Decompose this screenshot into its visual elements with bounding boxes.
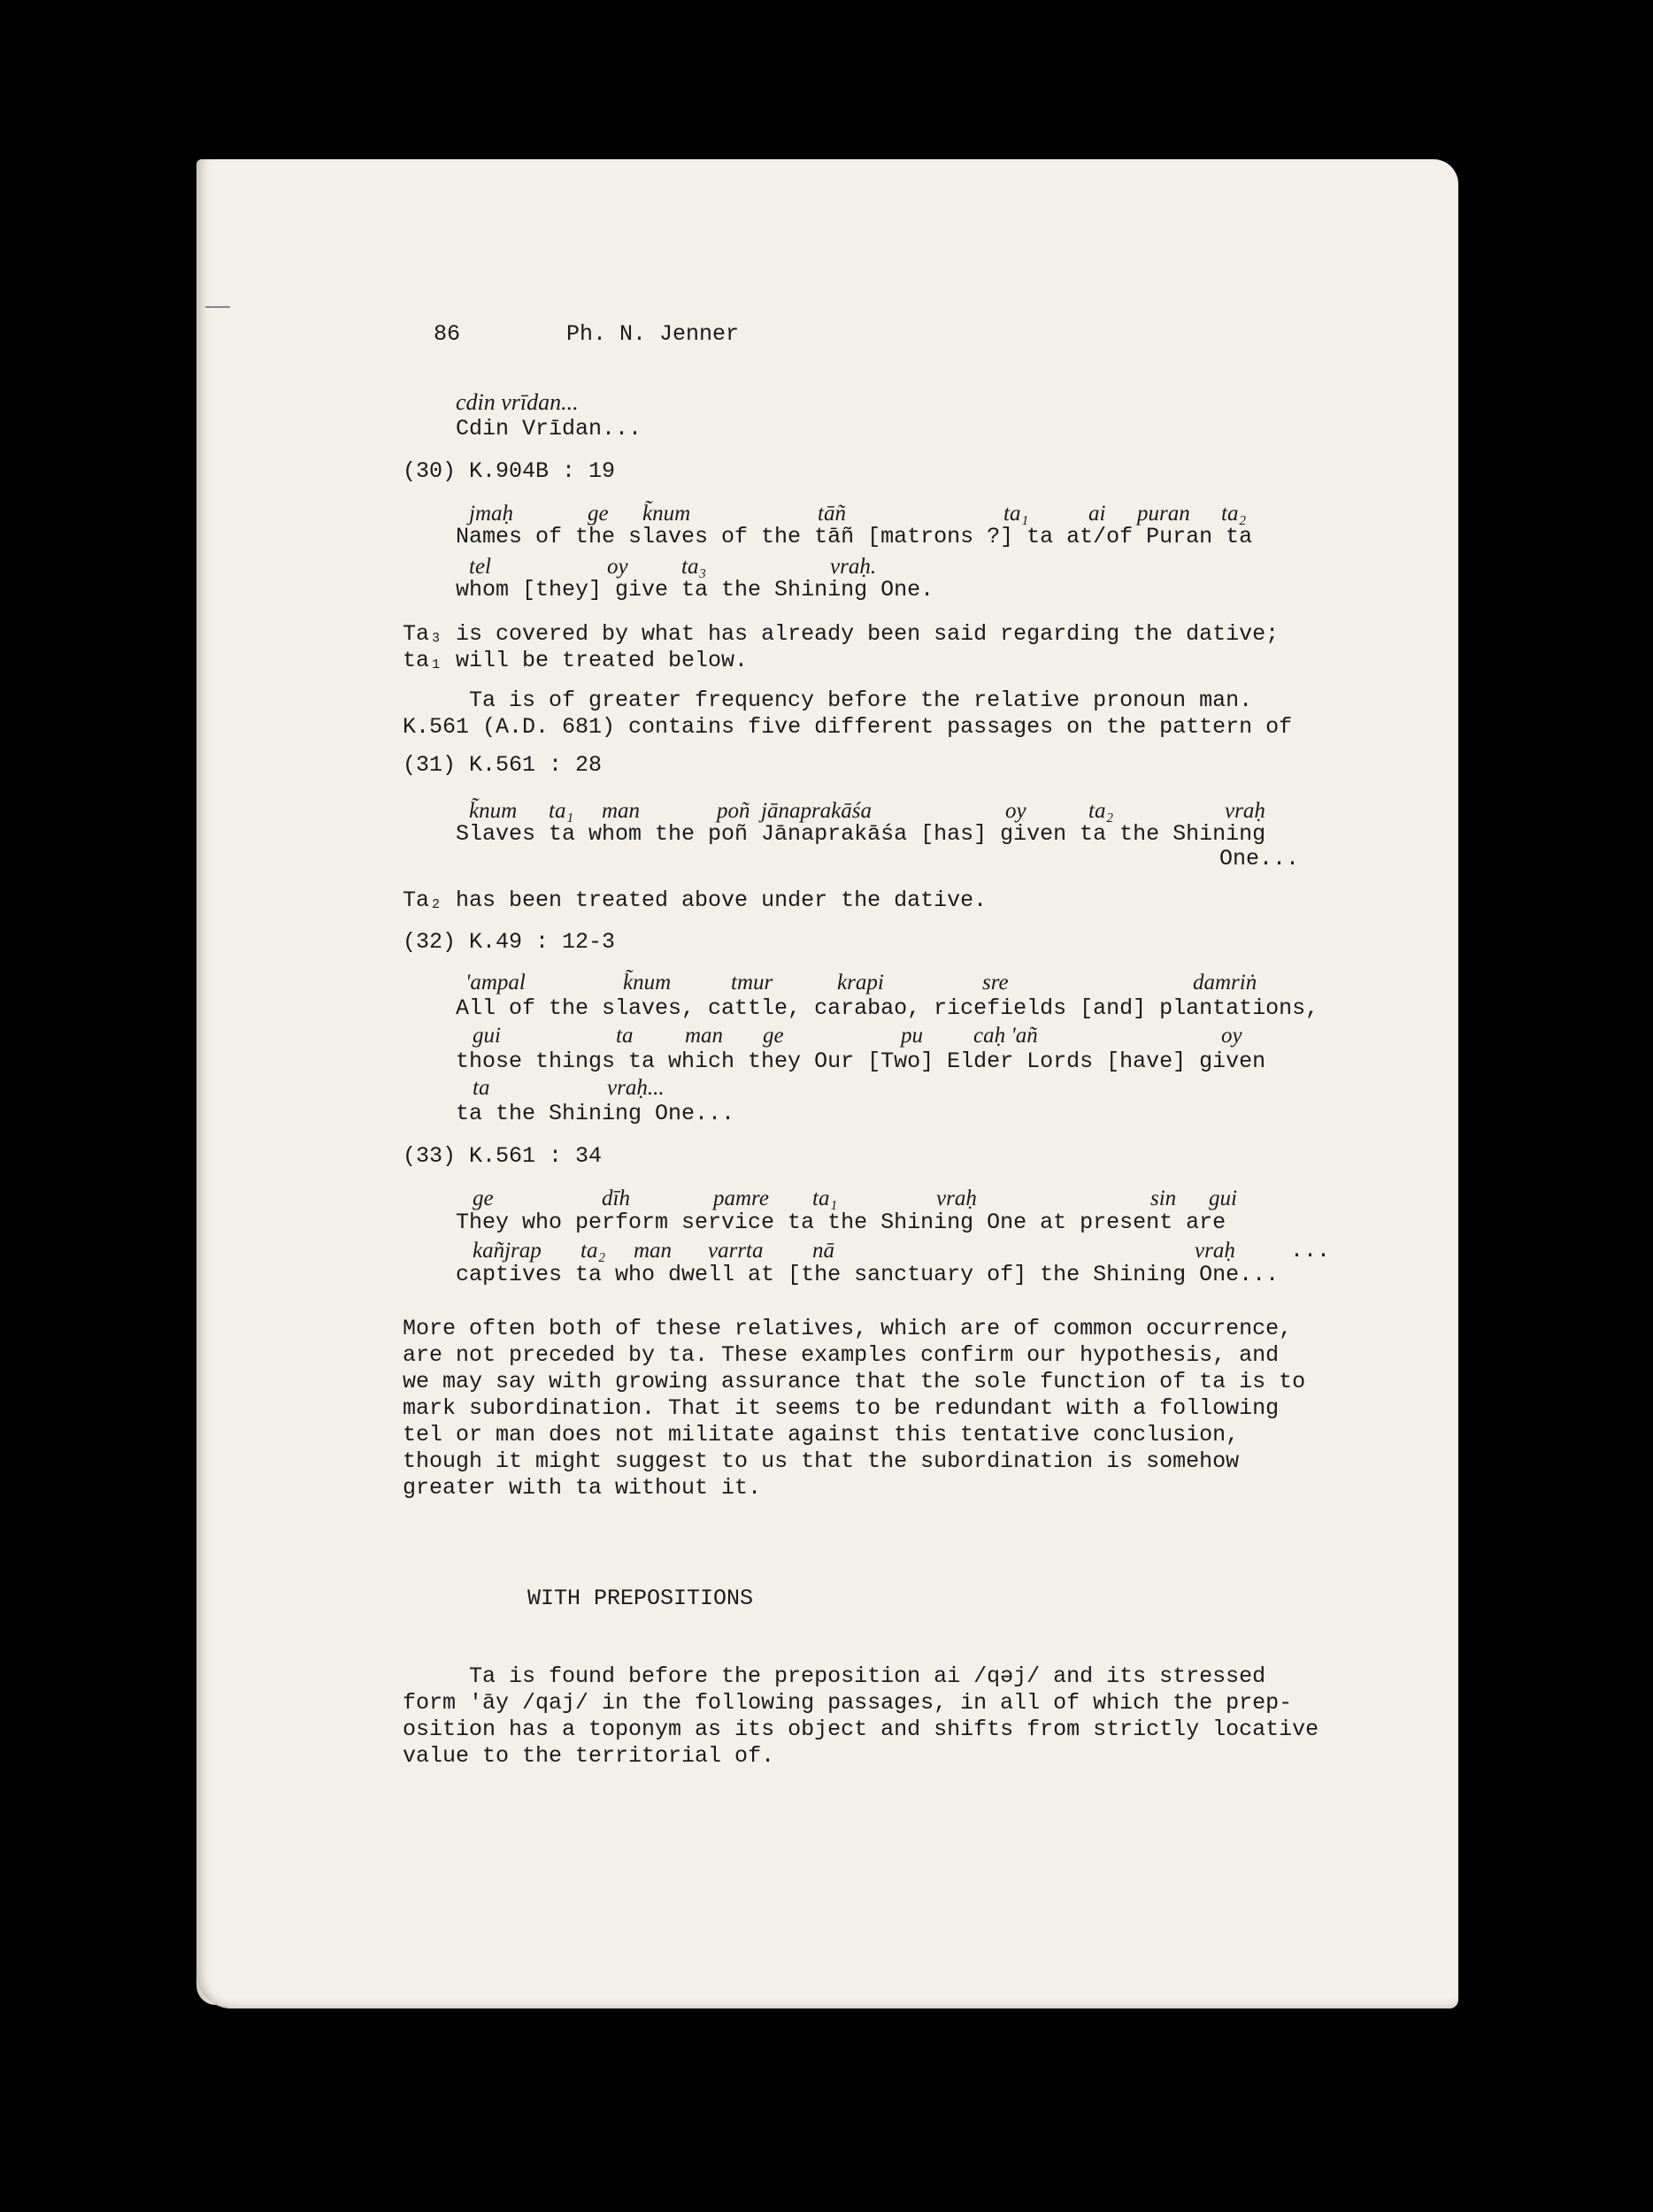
gloss-word: oy [1221,1024,1242,1048]
running-head-author: Ph. N. Jenner [566,321,740,347]
gloss-word: ta₁ [549,799,574,823]
paragraph-line: we may say with growing assurance that the sole function of ta is to [403,1369,1306,1394]
gloss-word: pamre [713,1187,769,1210]
page-number: 86 [434,321,461,347]
gloss-word: k̃num [623,971,672,995]
gloss-word: ta₁ [812,1187,838,1210]
gloss-word: pu [901,1024,923,1048]
gloss-word: ai [1088,502,1106,526]
gloss-word: man [634,1239,673,1263]
opening-romanized: cdin vrīdan... [456,389,579,415]
paragraph-line: Ta₂ has been treated above under the dative. [403,887,988,913]
paragraph-line: K.561 (A.D. 681) contains five different passages on the pattern of [403,714,1293,740]
opening-translation: Cdin Vrīdan... [456,416,642,442]
gloss-word: damriṅ [1193,971,1257,995]
gloss-word: tel [469,555,491,579]
example-32-line3: ta the Shining One... [456,1101,735,1126]
gloss-word: dīh [602,1187,630,1210]
example-32-line2: those things ta which they Our [Two] Elder Lords [have] given [456,1048,1266,1074]
paragraph-line: are not preceded by ta. These examples confirm our hypothesis, and [403,1342,1280,1368]
gloss-word: k̃num [642,502,691,526]
paragraph-line: ta₁ will be treated below. [403,648,749,673]
paragraph-line: greater with ta without it. [403,1475,762,1501]
gloss-word: ta [473,1076,490,1100]
paragraph-line: osition has a toponym as its object and shifts from strictly locative [403,1717,1319,1742]
gloss-word: 'ampal [465,971,526,995]
example-30-ref: (30) K.904B : 19 [403,458,616,484]
paragraph-line: though it might suggest to us that the subordination is somehow [403,1448,1240,1474]
example-33-line1: They who perform service ta the Shining One at present are [456,1210,1226,1235]
example-30-line2: whom [they] give ta the Shining One. [456,577,934,603]
example-31-ref: (31) K.561 : 28 [403,752,603,778]
gloss-word: kañjrap [473,1239,542,1263]
gloss-word: vraḥ [1195,1239,1235,1263]
gloss-word: jānaprakāśa [761,799,872,823]
section-heading: WITH PREPOSITIONS [527,1586,754,1611]
gloss-word: jmaḥ [469,502,513,526]
gloss-word: krapi [837,971,884,995]
gloss-word: oy [1005,799,1026,823]
gloss-word: poñ [717,799,750,823]
gloss-word: ... [1290,1238,1331,1263]
gloss-word: ta₂ [1088,799,1114,823]
gloss-word: gui [473,1024,501,1048]
gloss-word: varrta [708,1239,764,1263]
gloss-word: ta₂ [580,1239,606,1263]
gloss-word: oy [607,555,628,579]
gloss-word: man [602,799,641,823]
gloss-word: ta₂ [1221,502,1247,526]
gloss-word: tāñ [818,502,846,526]
gloss-word: ge [588,502,609,526]
paragraph-line: More often both of these relatives, which are of common occurrence, [403,1316,1293,1341]
example-31-line1: Slaves ta whom the poñ Jānaprakāśa [has] given ta the Shining [456,821,1266,847]
gloss-word: sre [982,971,1009,995]
gloss-word: ge [473,1187,494,1210]
paragraph-line: tel or man does not militate against this tentative conclusion, [403,1422,1240,1448]
example-33-line2: captives ta who dwell at [the sanctuary of] the Shining One... [456,1262,1280,1287]
gloss-word: sin [1150,1187,1177,1210]
paragraph-line: Ta is found before the preposition ai /qəj/ and its stressed [469,1663,1266,1689]
gloss-word: ta₁ [1003,502,1029,526]
example-32-line1: All of the slaves, cattle, carabao, ricefields [and] plantations, [456,995,1319,1021]
example-31-line1-cont: One... [1219,846,1300,872]
gloss-word: k̃num [469,799,518,823]
gloss-word: gui [1209,1187,1237,1210]
gloss-word: ge [763,1024,784,1048]
gloss-word: ta₃ [681,555,707,579]
example-32-ref: (32) K.49 : 12-3 [403,929,616,955]
margin-mark [205,306,230,308]
gloss-word: man [685,1024,724,1048]
paragraph-line: value to the territorial of. [403,1743,775,1769]
gloss-word: caḥ 'añ [973,1024,1038,1048]
gloss-word: puran [1137,502,1190,526]
paragraph-line: form 'āy /qaj/ in the following passages, in all of which the prep- [403,1690,1293,1716]
paragraph-line: mark subordination. That it seems to be redundant with a following [403,1395,1280,1421]
gloss-word: vraḥ. [830,555,877,579]
gloss-word: ta [616,1024,634,1048]
example-33-ref: (33) K.561 : 34 [403,1143,603,1169]
example-30-line1: Names of the slaves of the tāñ [matrons ?] ta at/of Puran ta [456,524,1253,549]
gloss-word: tmur [731,971,773,995]
paragraph-line: Ta is of greater frequency before the relative pronoun man. [469,687,1253,713]
gloss-word: vraḥ [936,1187,977,1210]
gloss-word: vraḥ [1225,799,1265,823]
gloss-word: vraḥ... [607,1076,665,1100]
gloss-word: nā [812,1239,834,1263]
paragraph-line: Ta₃ is covered by what has already been said regarding the dative; [403,621,1280,647]
